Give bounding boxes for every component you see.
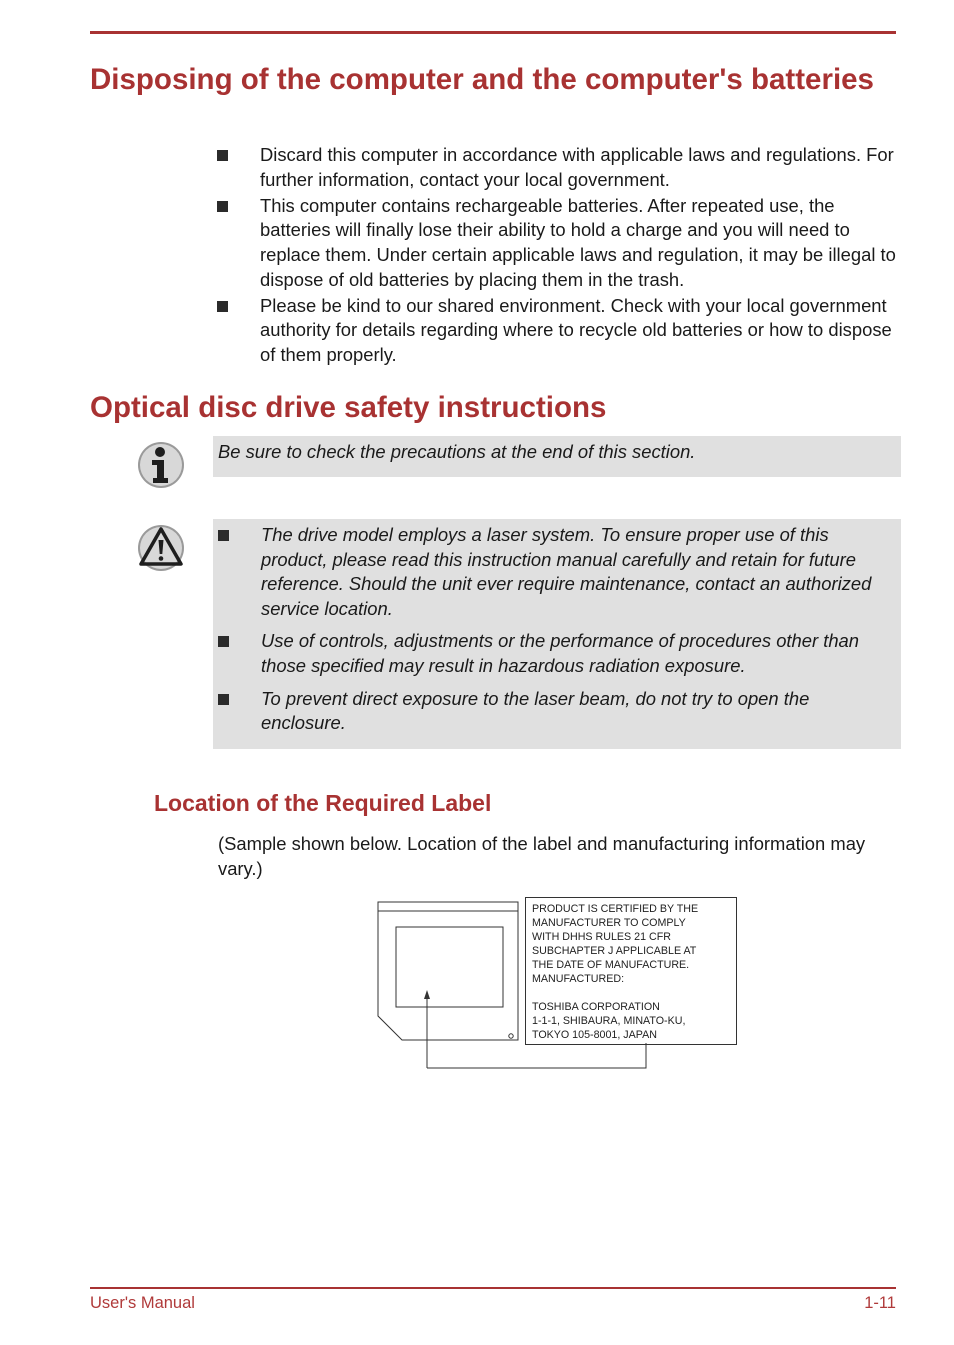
certification-label	[525, 897, 737, 1045]
disposing-bullet-list	[217, 143, 897, 369]
bullet-square-icon	[218, 530, 229, 541]
bullet-square-icon	[217, 150, 228, 161]
warning-bullet-list	[218, 523, 899, 744]
bullet-square-icon	[217, 301, 228, 312]
top-rule	[90, 31, 896, 34]
note-text: Be sure to check the precautions at the end of this section.	[218, 441, 696, 462]
list-item: The drive model employs a laser system. To ensure proper use of this product, please read this instruction manual carefully and retain for future reference. Should the unit ever require maintenance, contact an authorized service location.	[218, 523, 899, 621]
bullet-square-icon	[217, 201, 228, 212]
sample-note-text: (Sample shown below. Location of the label and manufacturing information may vary.)	[218, 833, 866, 879]
list-item: To prevent direct exposure to the laser beam, do not try to open the enclosure.	[218, 687, 899, 736]
list-item: This computer contains rechargeable batteries. After repeated use, the batteries will finally lose their ability to hold a charge and you will need to replace them. Under certain applicable laws and regulation, it may be illegal to dispose of old batteries by placing them in the trash.	[217, 194, 897, 292]
warning-triangle-icon	[136, 523, 186, 573]
list-item: Discard this computer in accordance with applicable laws and regulations. For further information, contact your local government.	[217, 143, 897, 192]
info-icon	[136, 440, 186, 490]
certification-label-text: PRODUCT IS CERTIFIED BY THE MANUFACTURER TO COMPLY WITH DHHS RULES 21 CFR SUBCHAPTER J APPLICABLE AT THE DATE OF MANUFACTURE. MANUFACTURED: TOSHIBA CORPORATION 1-1-1, SHIBAURA, MINATO-KU, TOKYO 105-8001, JAPAN	[532, 903, 699, 1041]
section-heading-optical: Optical disc drive safety instructions	[90, 391, 607, 424]
list-item: Please be kind to our shared environment. Check with your local government authority for details regarding where to recycle old batteries or how to dispose of them properly.	[217, 294, 897, 368]
list-item: Use of controls, adjustments or the performance of procedures other than those specified may result in hazardous radiation exposure.	[218, 629, 899, 678]
subsection-heading-label-location: Location of the Required Label	[154, 790, 492, 816]
footer-page-number: 1-11	[864, 1294, 896, 1312]
footer-manual-title: User's Manual	[90, 1294, 195, 1312]
warning-box	[213, 519, 901, 749]
bullet-square-icon	[218, 636, 229, 647]
bullet-square-icon	[218, 694, 229, 705]
footer-rule	[90, 1287, 896, 1289]
note-box	[213, 436, 901, 477]
section-heading-disposing: Disposing of the computer and the computer's batteries	[90, 63, 874, 96]
